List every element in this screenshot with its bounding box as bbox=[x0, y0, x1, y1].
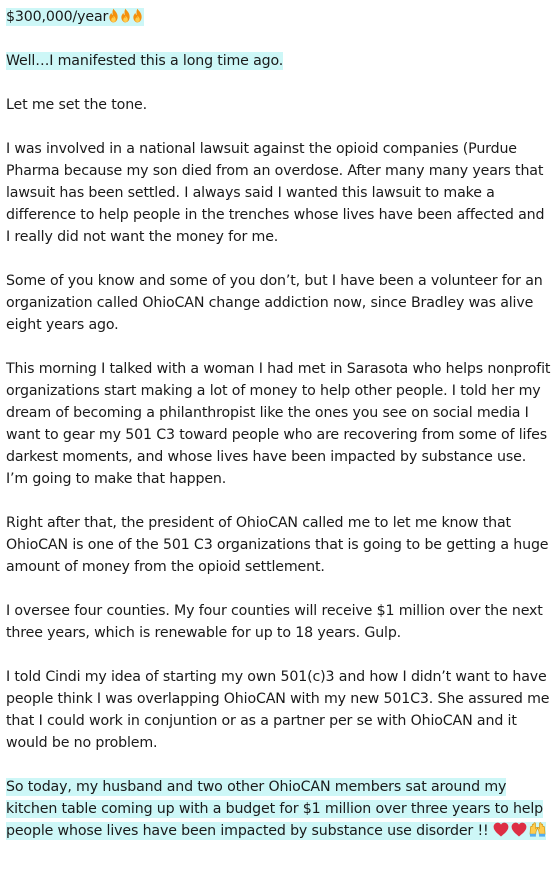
paragraph-counties: I oversee four counties. My four counties will receive $1 million over the next three years, which is renewable for up to 18 years. Gulp. bbox=[6, 603, 543, 641]
fire-icon bbox=[132, 8, 143, 23]
raising-hands-icon bbox=[529, 821, 546, 837]
paragraph-sarasota: This morning I talked with a woman I had met in Sarasota who helps nonprofit organizations start making a lot of money to help other people. I told her my dream of becoming a philanthropist like the ones you see on social media I want to gear my 501 C3 toward people who are recovering from some of lifes darkest moments, and whose lives have been impacted by substance use. I’m going to make that happen. bbox=[6, 361, 551, 487]
red-heart-icon bbox=[493, 822, 509, 837]
paragraph-set-tone: Let me set the tone. bbox=[6, 97, 147, 113]
paragraph-budget-highlight bbox=[6, 778, 546, 840]
paragraph-lawsuit: I was involved in a national lawsuit against the opioid companies (Purdue Pharma because my son died from an overdose. After many many years that lawsuit has been settled. I always said I wanted this lawsuit to make a difference to help people in the trenches whose lives have been affected and I really did not want the money for me. bbox=[6, 141, 545, 245]
fire-icon bbox=[120, 8, 131, 23]
paragraph-budget bbox=[6, 776, 552, 842]
paragraph-volunteer: Some of you know and some of you don’t, but I have been a volunteer for an organization called OhioCAN change addiction now, since Bradley was alive eight years ago. bbox=[6, 273, 543, 333]
post-title-text: $300,000/year bbox=[6, 9, 109, 25]
paragraph-cindi: I told Cindi my idea of starting my own 501(c)3 and how I didn’t want to have people think I was overlapping OhioCAN with my new 501C3. She assured me that I could work in conjuntion or as a partner per se with OhioCAN and it would be no problem. bbox=[6, 669, 550, 751]
fire-icon bbox=[108, 8, 119, 23]
paragraph-president-call: Right after that, the president of OhioCAN called me to let me know that OhioCAN is one of the 501 C3 organizations that is going to be getting a huge amount of money from the opioid settlement. bbox=[6, 515, 549, 575]
red-heart-icon bbox=[511, 822, 527, 837]
post-title bbox=[6, 6, 552, 28]
paragraph-manifested-text: Well…I manifested this a long time ago. bbox=[6, 53, 284, 69]
post-title-highlight bbox=[6, 8, 144, 26]
paragraph-budget-text: So today, my husband and two other OhioCAN members sat around my kitchen table coming up with a budget for $1 million over three years to help people whose lives have been impacted by substance use disorder !! bbox=[6, 779, 544, 839]
paragraph-manifested bbox=[6, 50, 552, 72]
